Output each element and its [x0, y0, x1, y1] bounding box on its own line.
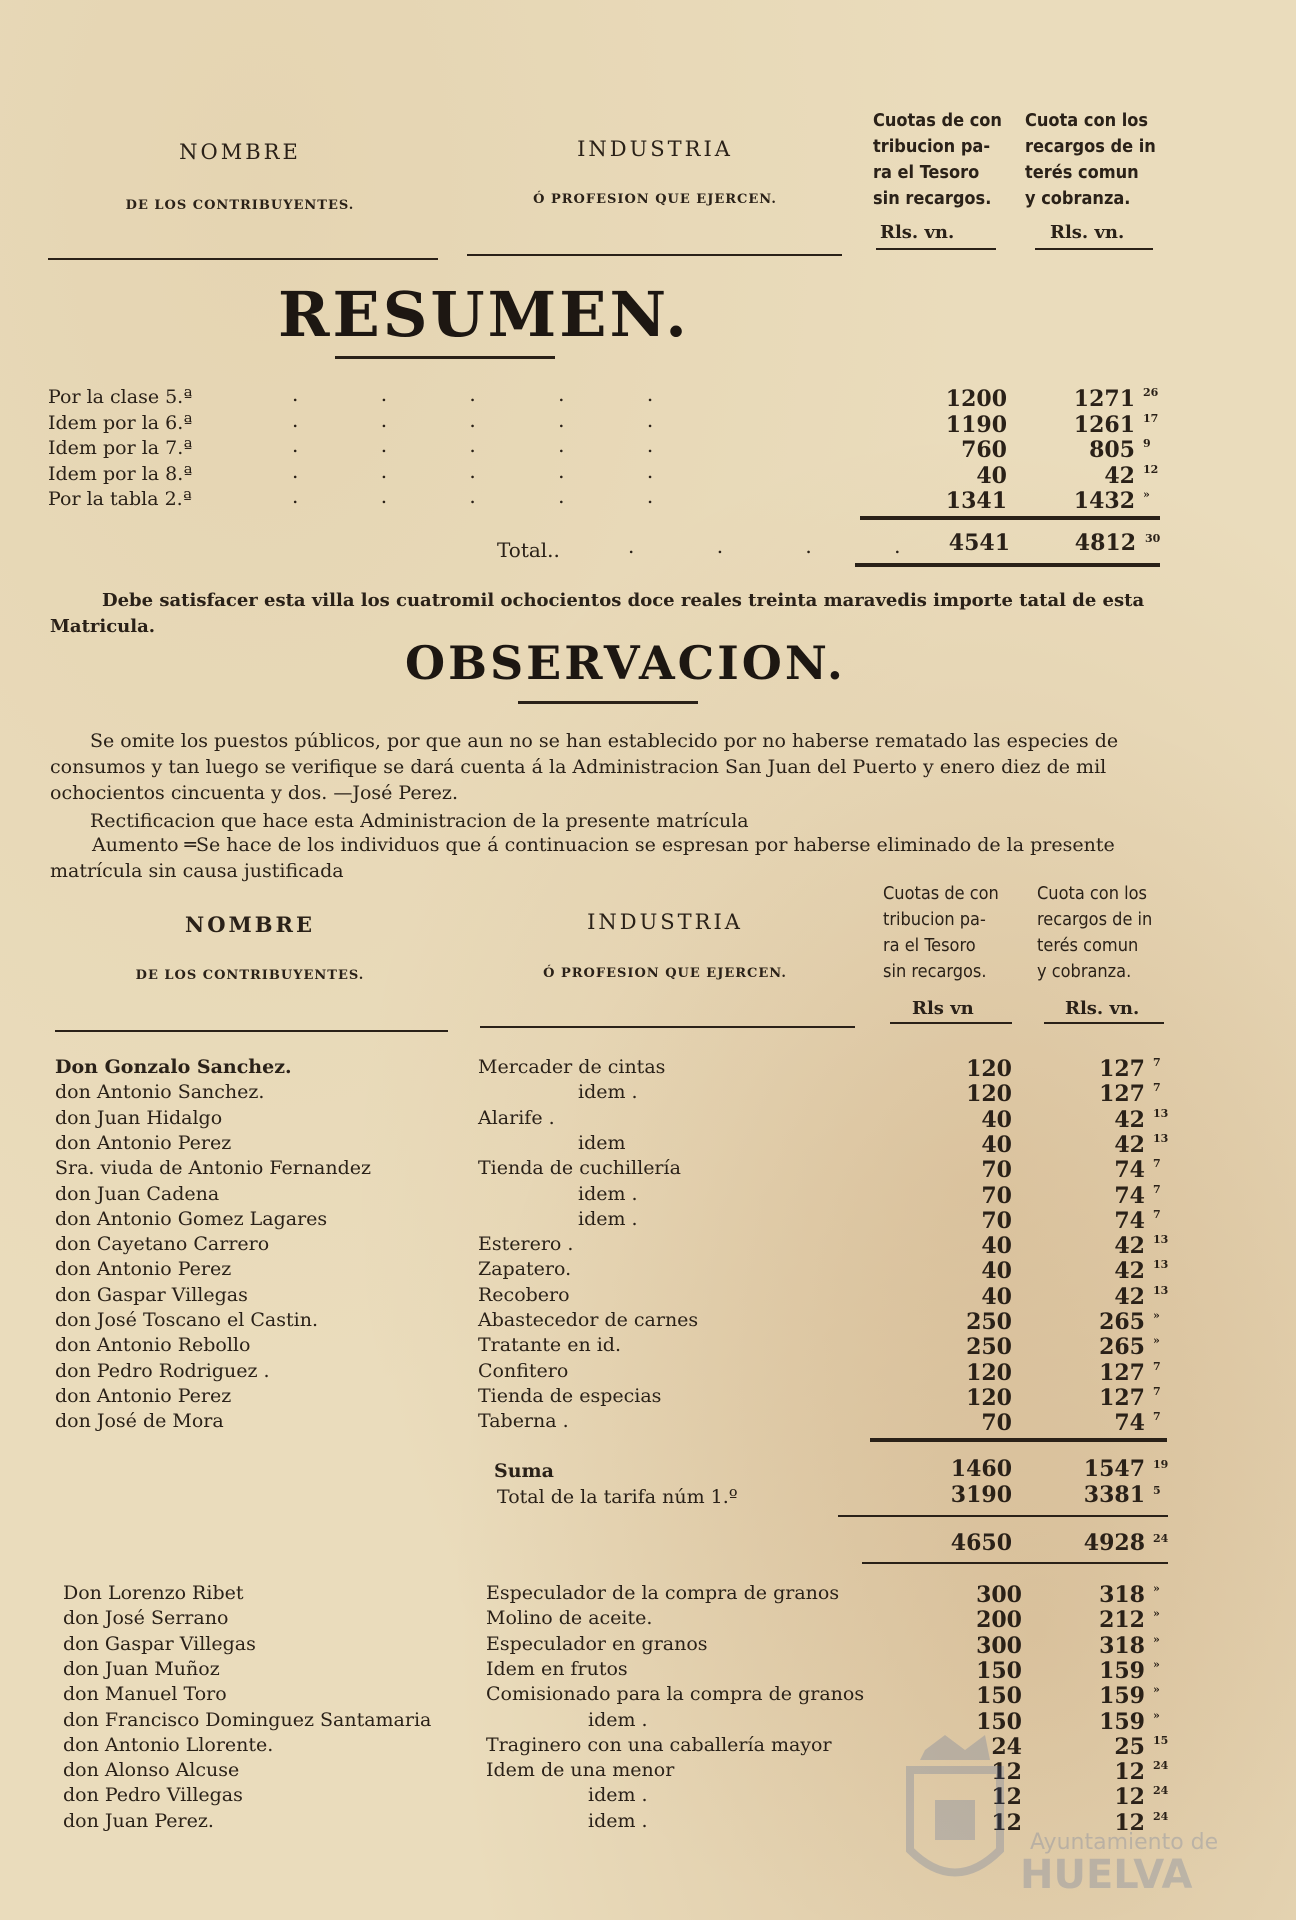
contributor-name: don José Serrano [63, 1607, 229, 1630]
header-second-name-sub: DE LOS CONTRIBUYENTES. [135, 968, 365, 983]
value-sin-recargos: 40 [981, 1233, 1012, 1260]
industry-cell: Especulador en granos [486, 1632, 708, 1655]
col1-line: Cuotas de con [873, 110, 1002, 131]
col1-line: tribucion pa- [873, 136, 991, 157]
contributor-name: don Pedro Villegas [63, 1784, 243, 1807]
value-fraction: 7 [1153, 1410, 1161, 1424]
value-con-recargos: 127 [1099, 1384, 1145, 1411]
contributor-name: don Antonio Perez [55, 1131, 232, 1154]
table-row [0, 1208, 1296, 1233]
value-sin-recargos: 1190 [945, 411, 1007, 438]
value-fraction: 7 [1153, 1182, 1161, 1196]
header-second-name: NOMBRE [185, 912, 315, 937]
industry-cell: Abastecedor de carnes [478, 1309, 699, 1331]
value-sin-recargos: 300 [976, 1632, 1022, 1659]
suma-frac: 19 [1153, 1458, 1169, 1471]
contributor-name: don José Toscano el Castin. [55, 1309, 319, 1331]
industry-cell: Alarife . [478, 1106, 555, 1129]
contributor-name: don Francisco Dominguez Santamaria [63, 1708, 432, 1731]
crest-icon [890, 1730, 1020, 1900]
table-row [0, 1683, 1296, 1708]
industry-cell: idem . [588, 1784, 648, 1807]
col2-line: recargos de in [1025, 136, 1156, 157]
resumen-label: Idem por la 6.ª [48, 411, 193, 434]
contributor-name: don Juan Hidalgo [55, 1106, 223, 1129]
value-sin-recargos: 40 [981, 1106, 1012, 1133]
value-sin-recargos: 150 [976, 1708, 1022, 1735]
value-con-recargos: 127 [1099, 1359, 1145, 1386]
dots: . . . . . [292, 484, 692, 508]
table-row [0, 1360, 1296, 1385]
contributor-name: don Antonio Perez [55, 1258, 232, 1281]
header-top-name-sub: DE LOS CONTRIBUYENTES. [125, 198, 355, 213]
industry-cell: Taberna . [478, 1410, 569, 1433]
resumen-bottom-rule [855, 563, 1160, 567]
value-sin-recargos: 12 [991, 1809, 1022, 1836]
col1-line: ra el Tesoro [883, 935, 976, 956]
header-top-rule [48, 258, 438, 260]
resumen-label: Por la tabla 2.ª [48, 488, 192, 510]
observacion-p3: Aumento ═Se hace de los individuos que á continuacion se espresan por haberse eliminado de la presente matrícula sin causa justificada [50, 834, 1115, 882]
grand-v2: 4928 [1083, 1530, 1145, 1556]
value-sin-recargos: 120 [966, 1384, 1012, 1411]
value-con-recargos: 1271 [1073, 386, 1135, 412]
watermark-line1: Ayuntamiento de [1030, 1830, 1219, 1855]
industry-cell: idem . [588, 1809, 648, 1832]
col2-line: Cuota con los [1037, 883, 1147, 904]
value-sin-recargos: 70 [981, 1157, 1012, 1184]
col1-line: Cuotas de con [883, 883, 999, 904]
value-sin-recargos: 250 [966, 1309, 1012, 1335]
suma-label: Suma [494, 1460, 554, 1482]
industry-cell: Tienda de cuchillería [478, 1157, 681, 1180]
value-fraction: » [1153, 1607, 1160, 1621]
value-sin-recargos: 120 [966, 1056, 1012, 1082]
col1-line: sin recargos. [883, 961, 987, 982]
header-second-industry: INDUSTRIA [587, 910, 743, 934]
value-con-recargos: 12 [1114, 1784, 1145, 1811]
header-second-rule [480, 1026, 855, 1028]
value-fraction: » [1153, 1683, 1160, 1697]
industry-cell: idem . [578, 1207, 638, 1230]
industry-cell: idem . [578, 1182, 638, 1205]
header-second-col1 [883, 881, 1023, 985]
value-fraction: 12 [1143, 462, 1159, 476]
industry-cell: idem . [578, 1081, 638, 1104]
dots: . . . . [628, 534, 939, 558]
industry-cell: idem . [588, 1708, 648, 1731]
resumen-total-frac: 30 [1145, 532, 1161, 545]
header-top-rule [876, 248, 996, 250]
grand-bottom-rule [862, 1562, 1168, 1564]
header-top-rule [467, 254, 842, 256]
contributor-name: Sra. viuda de Antonio Fernandez [55, 1157, 372, 1180]
value-fraction: » [1153, 1582, 1160, 1595]
huelva-watermark [890, 1730, 1230, 1900]
industry-cell: Recobero [478, 1283, 570, 1306]
header-top-industry: INDUSTRIA [577, 137, 733, 161]
value-fraction: » [1153, 1708, 1160, 1722]
resumen-label: Idem por la 8.ª [48, 462, 193, 485]
table-row [0, 1157, 1296, 1182]
resumen-total-rule [860, 516, 1160, 520]
dots: . . . . . [292, 433, 692, 457]
header-second-unit1: Rls vn [912, 998, 974, 1019]
contributor-name: don José de Mora [55, 1410, 224, 1433]
value-sin-recargos: 40 [981, 1131, 1012, 1158]
observacion-ornament [518, 701, 698, 704]
col2-line: terés comun [1037, 935, 1139, 956]
table-row [0, 1132, 1296, 1157]
contributor-name: don Antonio Sanchez. [55, 1081, 265, 1104]
value-fraction: 26 [1143, 386, 1159, 399]
value-con-recargos: 12 [1114, 1759, 1145, 1786]
value-fraction: 17 [1143, 411, 1159, 425]
watermark-line2: HUELVA [1020, 1852, 1193, 1898]
col2-line: recargos de in [1037, 909, 1153, 930]
resumen-ornament [335, 356, 555, 359]
value-fraction: » [1153, 1334, 1160, 1348]
value-sin-recargos: 12 [991, 1759, 1022, 1786]
value-sin-recargos: 40 [981, 1283, 1012, 1310]
col2-line: terés comun [1025, 162, 1139, 183]
value-con-recargos: 74 [1114, 1207, 1145, 1234]
table-row [0, 1334, 1296, 1359]
col1-line: ra el Tesoro [873, 162, 980, 183]
value-sin-recargos: 70 [981, 1182, 1012, 1209]
header-top-rule [1035, 248, 1153, 250]
observacion-p2: Rectificacion que hace esta Administracion de la presente matrícula [90, 810, 749, 832]
value-con-recargos: 42 [1114, 1131, 1145, 1158]
table-row [0, 1258, 1296, 1283]
table-row [0, 1385, 1296, 1410]
value-con-recargos: 42 [1114, 1258, 1145, 1285]
resumen-label: Idem por la 7.ª [48, 437, 193, 459]
value-sin-recargos: 40 [976, 462, 1007, 489]
contributor-name: don Cayetano Carrero [55, 1233, 270, 1256]
debe-text: Debe satisfacer esta villa los cuatromil ochocientos doce reales treinta maravedis importe tatal de esta Matricula. [50, 590, 1145, 637]
value-fraction: 24 [1153, 1759, 1169, 1773]
table-row [0, 1056, 1296, 1081]
contributor-name: don Gaspar Villegas [55, 1283, 248, 1306]
table-row [0, 1410, 1296, 1435]
value-fraction: » [1153, 1309, 1160, 1322]
header-top-industry-sub: Ó PROFESION QUE EJERCEN. [533, 192, 777, 207]
header-top-unit1: Rls. vn. [880, 222, 955, 243]
grand-v1: 4650 [950, 1530, 1012, 1556]
industry-cell: Comisionado para la compra de granos [486, 1683, 865, 1706]
industry-cell: Mercader de cintas [478, 1056, 666, 1078]
contributor-name: don Pedro Rodriguez . [55, 1359, 270, 1382]
contributor-name: don Antonio Gomez Lagares [55, 1207, 328, 1230]
value-sin-recargos: 120 [966, 1081, 1012, 1108]
header-second-rule [890, 1022, 1012, 1024]
value-con-recargos: 1261 [1073, 411, 1135, 438]
header-top-name: NOMBRE [179, 140, 301, 164]
header-top-col1 [873, 108, 1013, 212]
observacion-p1: Se omite los puestos públicos, por que aun no se han establecido por no haberse rematado las especies de consumos y tan luego se verifique se dará cuenta á la Administracion San Juan del Puerto y enero diez de mil ochocientos cincuenta y dos. —José Perez. [50, 730, 1119, 804]
value-con-recargos: 74 [1114, 1157, 1145, 1184]
value-con-recargos: 127 [1099, 1081, 1145, 1108]
value-fraction: 7 [1153, 1056, 1161, 1069]
value-fraction: » [1143, 488, 1150, 501]
value-sin-recargos: 120 [966, 1359, 1012, 1386]
value-sin-recargos: 1341 [945, 488, 1007, 514]
value-sin-recargos: 70 [981, 1207, 1012, 1234]
value-con-recargos: 318 [1099, 1632, 1145, 1659]
value-fraction: 9 [1143, 437, 1151, 450]
total-tarifa-label: Total de la tarifa núm 1.º [497, 1486, 738, 1508]
contributor-name: don Antonio Llorente. [63, 1733, 274, 1756]
value-con-recargos: 74 [1114, 1410, 1145, 1437]
value-fraction: » [1153, 1632, 1160, 1646]
total-tarifa-frac: 5 [1153, 1484, 1161, 1497]
dots: . . . . . [292, 458, 692, 483]
dots: . . . . . [292, 407, 692, 432]
table-row [0, 1607, 1296, 1632]
value-fraction: 13 [1153, 1283, 1169, 1297]
header-second-unit2: Rls. vn. [1065, 998, 1140, 1019]
value-con-recargos: 805 [1089, 437, 1135, 463]
industry-cell: Tienda de especias [478, 1384, 662, 1407]
industry-cell: Idem en frutos [486, 1657, 628, 1680]
value-con-recargos: 318 [1099, 1582, 1145, 1608]
value-sin-recargos: 300 [976, 1582, 1022, 1608]
contributor-name: don Alonso Alcuse [63, 1759, 240, 1782]
value-sin-recargos: 24 [991, 1733, 1022, 1760]
value-con-recargos: 42 [1114, 1283, 1145, 1310]
industry-cell: Zapatero. [478, 1258, 572, 1281]
header-second-industry-sub: Ó PROFESION QUE EJERCEN. [543, 966, 787, 981]
contributor-name: don Antonio Rebollo [55, 1334, 251, 1357]
value-con-recargos: 12 [1114, 1809, 1145, 1836]
header-second-rule [1044, 1022, 1164, 1024]
observacion-title: OBSERVACION. [405, 636, 846, 690]
contributor-name: don Juan Perez. [63, 1809, 214, 1832]
col1-line: sin recargos. [873, 188, 992, 209]
contributor-name: Don Lorenzo Ribet [63, 1582, 244, 1604]
value-sin-recargos: 12 [991, 1784, 1022, 1811]
value-fraction: 24 [1153, 1809, 1169, 1823]
value-sin-recargos: 760 [961, 437, 1007, 463]
resumen-label: Por la clase 5.ª [48, 386, 193, 408]
col2-line: Cuota con los [1025, 110, 1149, 131]
value-fraction: 13 [1153, 1233, 1169, 1247]
value-fraction: 13 [1153, 1131, 1169, 1145]
value-sin-recargos: 150 [976, 1683, 1022, 1710]
dots: . . . . . [292, 382, 692, 406]
value-con-recargos: 159 [1099, 1683, 1145, 1710]
header-second-rule [55, 1030, 448, 1032]
suma-v2: 1547 [1083, 1456, 1145, 1482]
value-con-recargos: 1432 [1073, 488, 1135, 514]
value-fraction: 7 [1153, 1081, 1161, 1095]
industry-cell: Confitero [478, 1359, 569, 1382]
value-sin-recargos: 250 [966, 1334, 1012, 1361]
total-tarifa-v1: 3190 [950, 1482, 1012, 1508]
industry-cell: Especulador de la compra de granos [486, 1582, 840, 1604]
table-row [0, 1633, 1296, 1658]
table-row [0, 1183, 1296, 1208]
value-fraction: 7 [1153, 1207, 1161, 1221]
value-con-recargos: 42 [1114, 1106, 1145, 1133]
value-fraction: 24 [1153, 1784, 1169, 1798]
contributor-name: don Antonio Perez [55, 1384, 232, 1407]
industry-cell: idem [578, 1131, 626, 1154]
value-sin-recargos: 200 [976, 1607, 1022, 1634]
value-con-recargos: 265 [1099, 1309, 1145, 1335]
value-con-recargos: 74 [1114, 1182, 1145, 1209]
value-fraction: 7 [1153, 1384, 1161, 1398]
value-fraction: 15 [1153, 1733, 1169, 1747]
col1-line: tribucion pa- [883, 909, 986, 930]
contributor-name: don Gaspar Villegas [63, 1632, 256, 1655]
value-con-recargos: 159 [1099, 1708, 1145, 1735]
resumen-title: RESUMEN. [278, 278, 690, 351]
value-con-recargos: 212 [1099, 1607, 1145, 1634]
suma-v1: 1460 [950, 1456, 1012, 1482]
contributor-name: don Manuel Toro [63, 1683, 227, 1706]
contributor-name: don Juan Cadena [55, 1182, 220, 1205]
total-tarifa-v2: 3381 [1083, 1482, 1145, 1508]
grand-frac: 24 [1153, 1532, 1169, 1545]
contributor-name: Don Gonzalo Sanchez. [55, 1056, 292, 1078]
industry-cell: Molino de aceite. [486, 1607, 653, 1630]
table-row [0, 1582, 1296, 1607]
value-sin-recargos: 1200 [945, 386, 1007, 412]
table-row [0, 1107, 1296, 1132]
value-fraction: 13 [1153, 1106, 1169, 1120]
contributor-name: don Juan Muñoz [63, 1657, 220, 1680]
industry-cell: Esterero . [478, 1233, 574, 1256]
value-fraction: » [1153, 1657, 1160, 1671]
col2-line: y cobranza. [1037, 961, 1132, 982]
value-con-recargos: 42 [1114, 1233, 1145, 1260]
resumen-total-v2: 4812 [1074, 530, 1136, 556]
header-top-col2 [1025, 108, 1175, 212]
resumen-total-label: Total.. [497, 538, 560, 562]
value-fraction: 7 [1153, 1359, 1161, 1373]
industry-cell: Tratante en id. [478, 1334, 622, 1357]
value-sin-recargos: 70 [981, 1410, 1012, 1437]
value-con-recargos: 159 [1099, 1657, 1145, 1684]
header-top-unit2: Rls. vn. [1050, 222, 1125, 243]
table-row [0, 1284, 1296, 1309]
industry-cell: Traginero con una caballería mayor [486, 1733, 832, 1756]
table-row [0, 1309, 1296, 1334]
value-con-recargos: 127 [1099, 1056, 1145, 1082]
industry-cell: Idem de una menor [486, 1759, 675, 1782]
value-fraction: 13 [1153, 1258, 1169, 1272]
value-sin-recargos: 150 [976, 1657, 1022, 1684]
table-row [0, 1658, 1296, 1683]
grand-rule [838, 1515, 1168, 1517]
value-con-recargos: 25 [1114, 1733, 1145, 1760]
value-sin-recargos: 40 [981, 1258, 1012, 1285]
table1-sum-rule [870, 1438, 1167, 1442]
resumen-total-v1: 4541 [948, 530, 1010, 556]
value-con-recargos: 265 [1099, 1334, 1145, 1361]
table-row [0, 1081, 1296, 1106]
col2-line: y cobranza. [1025, 188, 1131, 209]
table-row [0, 1233, 1296, 1258]
value-fraction: 7 [1153, 1157, 1161, 1171]
value-con-recargos: 42 [1104, 462, 1135, 489]
header-second-col2 [1037, 881, 1187, 985]
